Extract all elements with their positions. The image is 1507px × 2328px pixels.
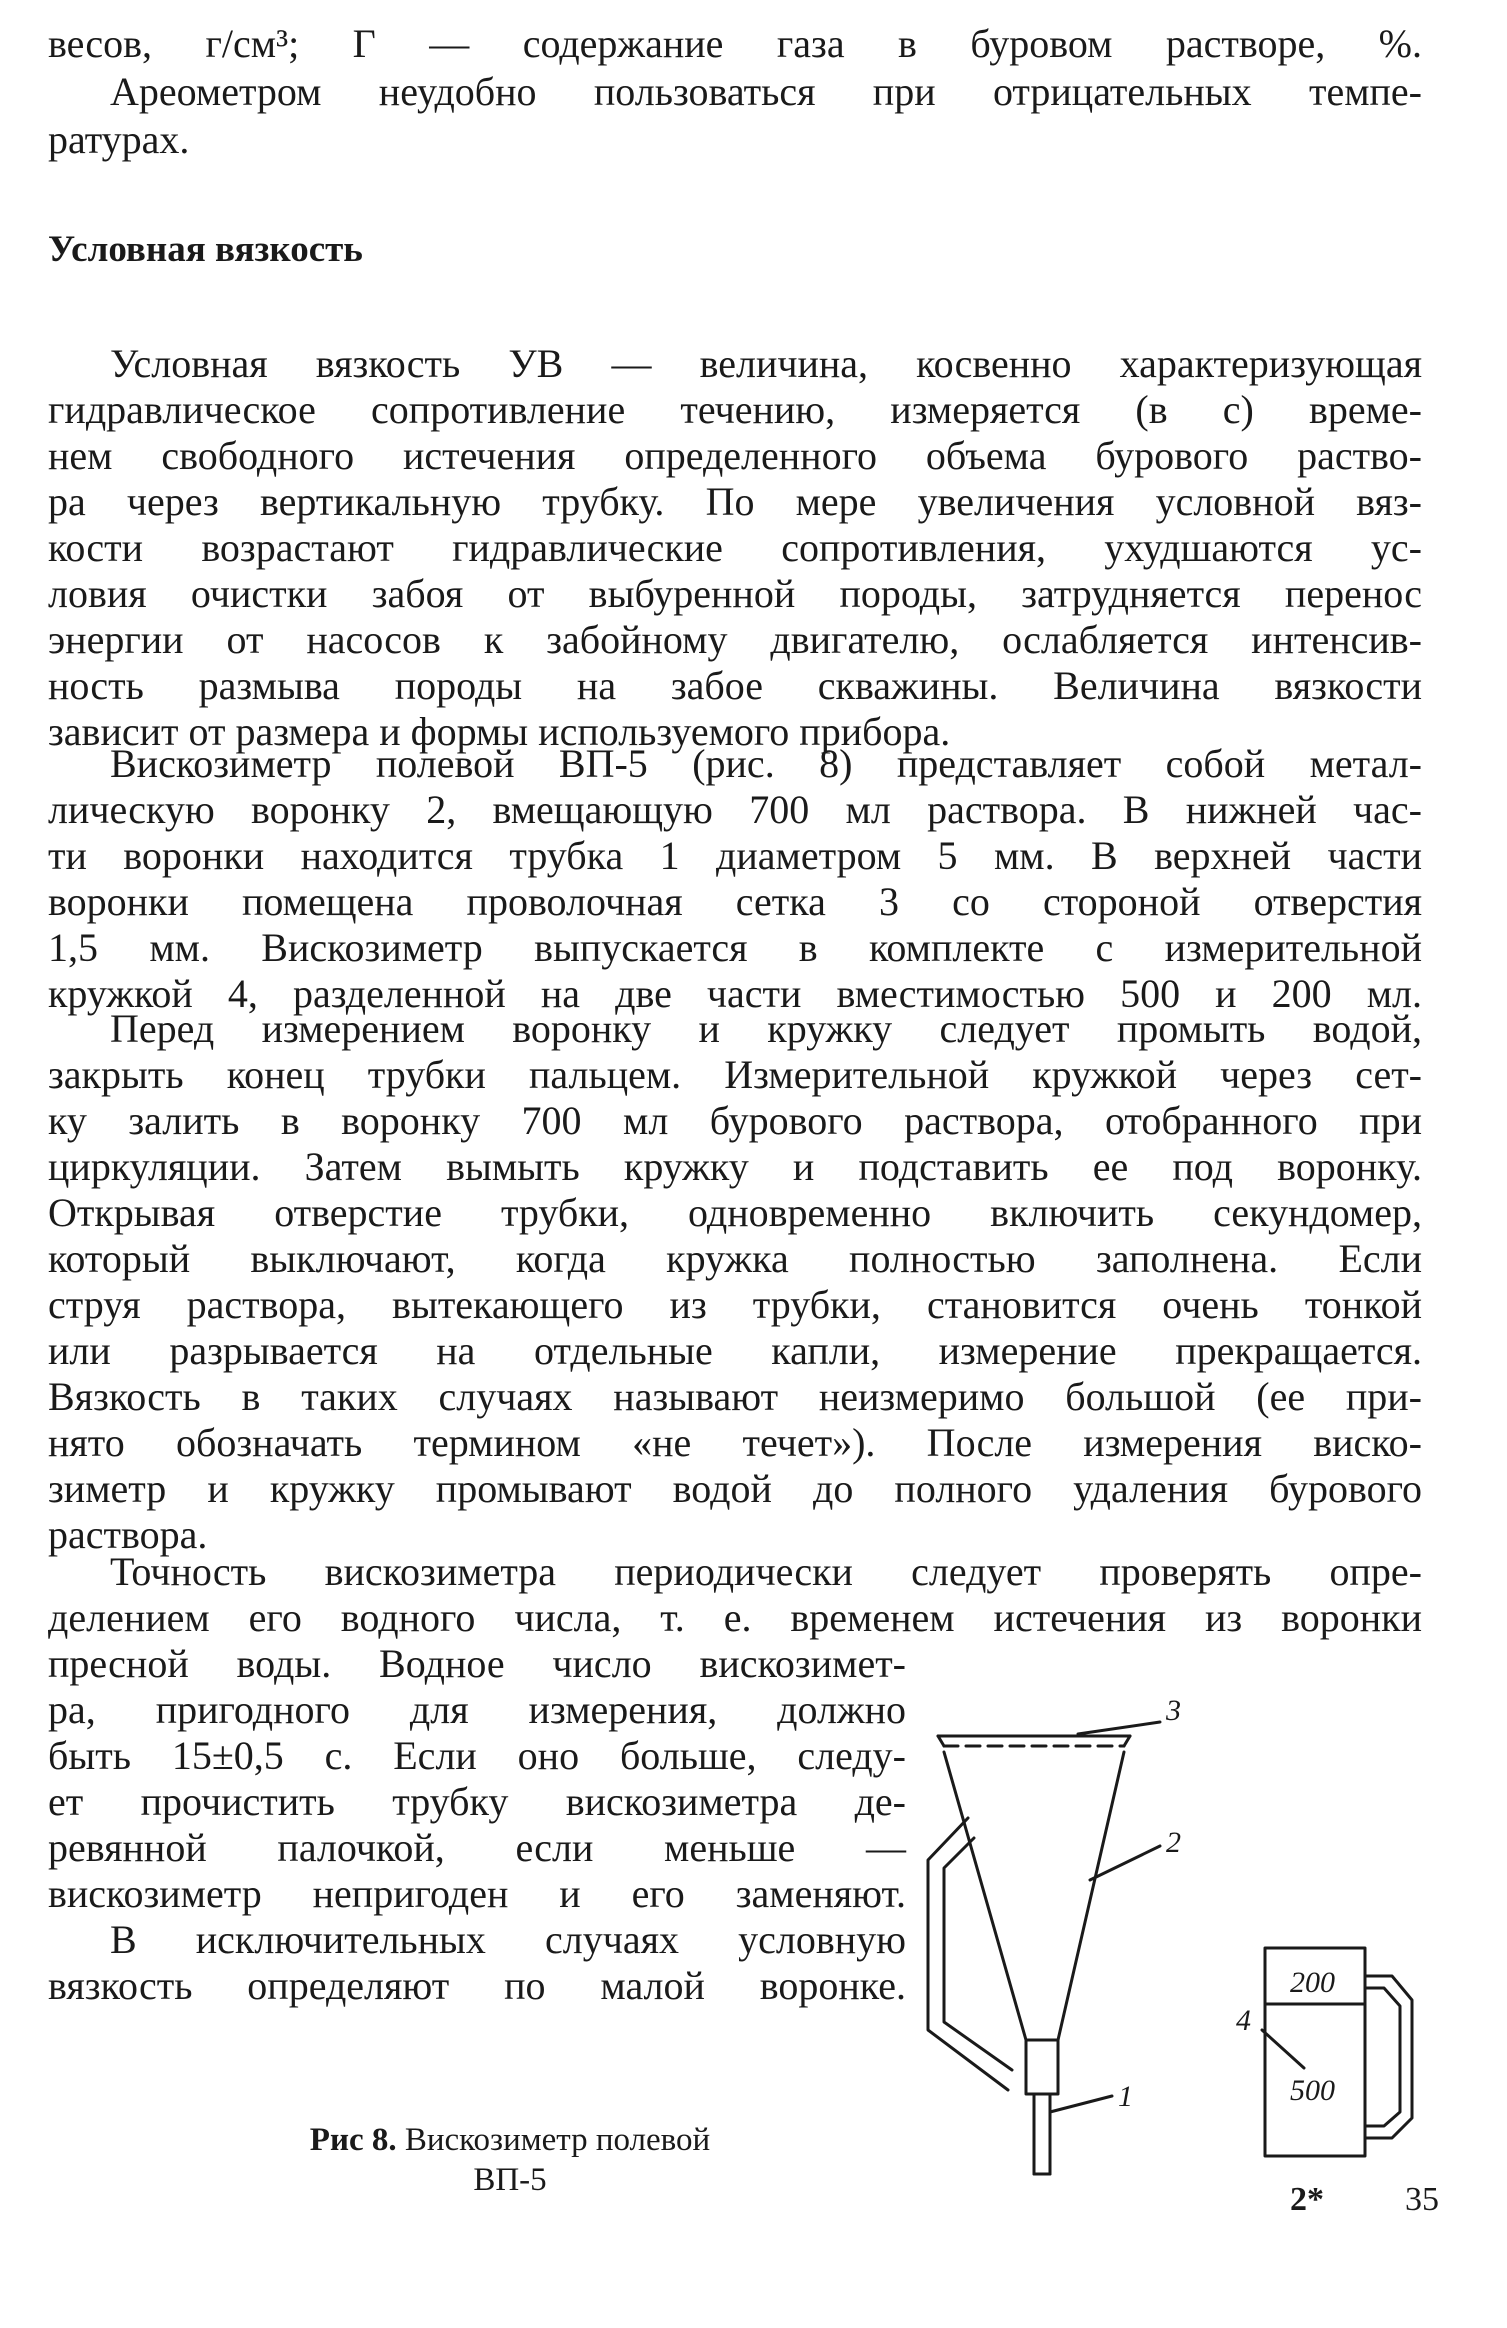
text-line: закрыть конец трубки пальцем. Измерительной кружкой через сет- <box>48 1052 1422 1097</box>
text-line: ратурах. <box>48 117 190 162</box>
mesh-drawing <box>938 1736 1130 1746</box>
text-line: который выключают, когда кружка полностью заполнена. Если <box>48 1236 1422 1281</box>
text-line: вязкость определяют по малой воронке. <box>48 1963 906 2008</box>
page-number: 35 <box>1405 2181 1439 2218</box>
text-line: ловия очистки забоя от выбуренной породы, затрудняется перенос <box>48 571 1422 616</box>
text-line: вискозиметр непригоден и его заменяют. <box>48 1871 906 1916</box>
text-line: ти воронки находится трубка 1 диаметром 5 мм. В верхней части <box>48 833 1422 878</box>
text-line: нем свободного истечения определенного объема бурового раство- <box>48 433 1422 478</box>
text-line: Вискозиметр полевой ВП-5 (рис. 8) представляет собой метал- <box>110 741 1422 786</box>
text-line: ку залить в воронку 700 мл бурового раствора, отобранного при <box>48 1098 1422 1143</box>
text-line: ра, пригодного для измерения, должно <box>48 1687 906 1732</box>
text-line: воронки помещена проволочная сетка 3 со стороной отверстия <box>48 879 1422 924</box>
text-line: кружкой 4, разделенной на две части вместимостью 500 и 200 мл. <box>48 971 1422 1016</box>
text-line: пресной воды. Водное число вискозимет- <box>48 1641 906 1686</box>
text-line: В исключительных случаях условную <box>110 1917 906 1962</box>
text-line: Точность вискозиметра периодически следует проверять опре- <box>110 1549 1422 1594</box>
label-tube: 1 <box>1118 2080 1133 2113</box>
text-line: кости возрастают гидравлические сопротивления, ухудшаются ус- <box>48 525 1422 570</box>
text-line: энергии от насосов к забойному двигателю, ослабляется интенсив- <box>48 617 1422 662</box>
figure-caption <box>230 2120 790 2200</box>
caption-text-line2: ВП-5 <box>473 2162 547 2198</box>
text-line: лическую воронку 2, вмещающую 700 мл раствора. В нижней час- <box>48 787 1422 832</box>
text-line: Условная вязкость УВ — величина, косвенно характеризующая <box>110 341 1422 386</box>
text-line: ет прочистить трубку вискозиметра де- <box>48 1779 906 1824</box>
caption-text: Вискозиметр полевой <box>404 2122 711 2158</box>
text-line: ревянной палочкой, если меньше — <box>48 1825 906 1870</box>
text-line: или разрывается на отдельные капли, измерение прекращается. <box>48 1328 1422 1373</box>
signature-mark: 2* <box>1290 2181 1324 2218</box>
cup-mark-200: 200 <box>1290 1966 1335 1999</box>
section-title: Условная вязкость <box>48 229 363 270</box>
text-line: ра через вертикальную трубку. По мере увеличения условной вяз- <box>48 479 1422 524</box>
text-line: 1,5 мм. Вискозиметр выпускается в комплекте с измерительной <box>48 925 1422 970</box>
text-line: Ареометром неудобно пользоваться при отрицательных темпе- <box>110 69 1422 114</box>
text-line: зиметр и кружку промывают водой до полного удаления бурового <box>48 1466 1422 1511</box>
cup-mark-500: 500 <box>1290 2074 1335 2107</box>
text-line: циркуляции. Затем вымыть кружку и подставить ее под воронку. <box>48 1144 1422 1189</box>
text-line: зависит от размера и формы используемого прибора. <box>48 709 951 754</box>
text-line: Вязкость в таких случаях называют неизмеримо большой (ее при- <box>48 1374 1422 1419</box>
text-line: весов, г/см³; Г — содержание газа в буровом растворе, %. <box>48 21 1422 66</box>
text-line: ность размыва породы на забое скважины. Величина вязкости <box>48 663 1422 708</box>
text-line: Открывая отверстие трубки, одновременно включить секундомер, <box>48 1190 1422 1235</box>
label-cup: 4 <box>1236 2004 1251 2037</box>
text-line: раствора. <box>48 1512 208 1557</box>
label-mesh: 3 <box>1166 1694 1181 1727</box>
leader-line-1 <box>1050 2096 1112 2112</box>
text-line: гидравлическое сопротивление течению, измеряется (в с) време- <box>48 387 1422 432</box>
text-line: делением его водного числа, т. е. временем истечения из воронки <box>48 1595 1422 1640</box>
text-line: быть 15±0,5 с. Если оно больше, следу- <box>48 1733 906 1778</box>
text-line: струя раствора, вытекающего из трубки, становится очень тонкой <box>48 1282 1422 1327</box>
leader-line-3 <box>1078 1722 1160 1734</box>
text-line: нято обозначать термином «не течет»). После измерения виско- <box>48 1420 1422 1465</box>
leader-line-4 <box>1262 2030 1304 2068</box>
text-line: Перед измерением воронку и кружку следует промыть водой, <box>110 1006 1422 1051</box>
caption-number: Рис 8. <box>309 2122 397 2158</box>
tube-drawing <box>1026 2040 1058 2174</box>
label-funnel: 2 <box>1166 1826 1181 1859</box>
